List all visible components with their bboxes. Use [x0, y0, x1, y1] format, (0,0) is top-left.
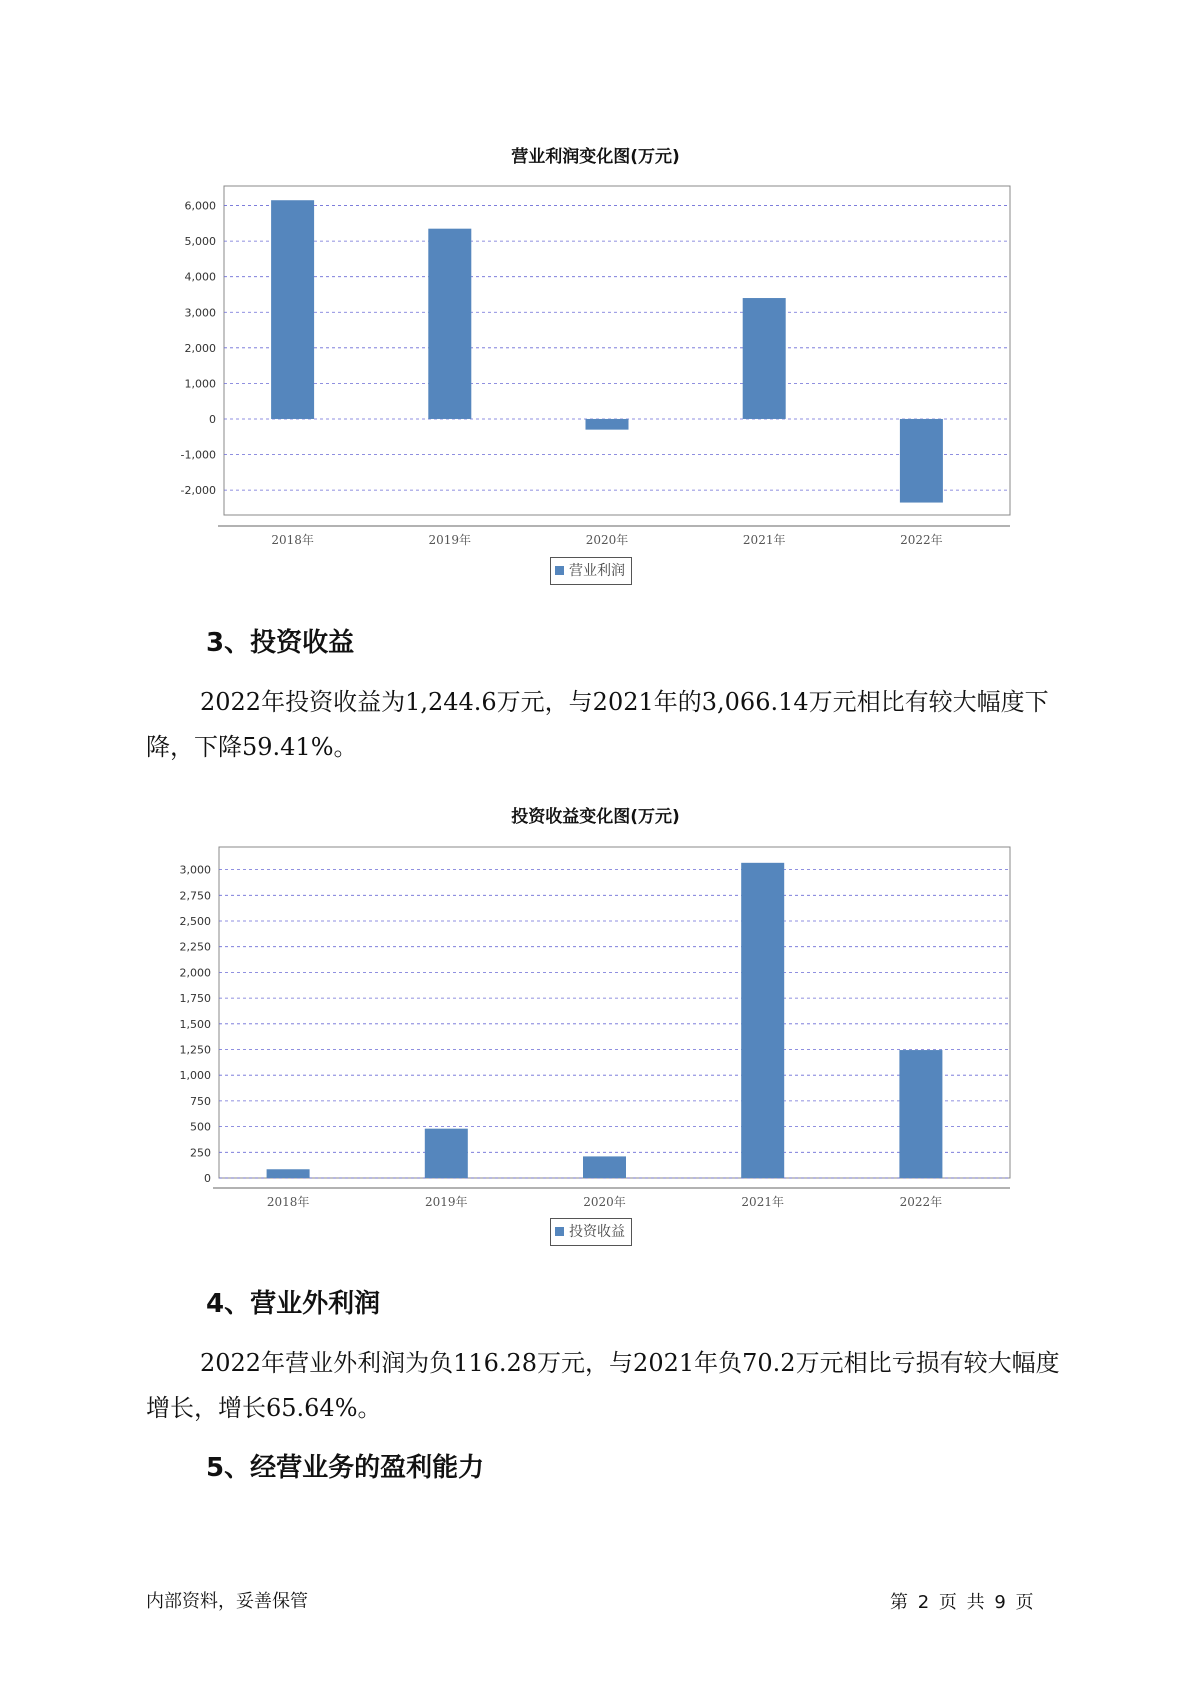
chart-legend-investment-income	[550, 1218, 632, 1246]
y-tick-label: 5,000	[184, 235, 216, 249]
y-tick-label: 4,000	[184, 270, 216, 284]
bar	[899, 1050, 942, 1178]
y-tick-label: 500	[190, 1120, 211, 1134]
bar	[425, 1129, 468, 1178]
y-tick-label: -2,000	[180, 484, 216, 498]
x-tick-label: 2022年	[899, 1195, 943, 1209]
y-tick-label: 3,000	[184, 306, 216, 320]
y-tick-label: 2,000	[184, 341, 216, 355]
y-tick-label: 2,500	[179, 915, 211, 929]
x-tick-label: 2021年	[741, 1195, 784, 1209]
x-tick-label: 2020年	[585, 533, 629, 547]
chart-title-investment-income: 投资收益变化图(万元)	[511, 807, 680, 827]
x-tick-label: 2019年	[425, 1195, 468, 1209]
y-tick-label: 250	[190, 1146, 211, 1160]
chart-title-operating-profit: 营业利润变化图(万元)	[511, 147, 680, 167]
legend-label: 投资收益	[569, 1224, 625, 1240]
y-tick-label: 1,000	[179, 1069, 211, 1083]
x-tick-label: 2018年	[266, 1195, 310, 1209]
bar	[267, 1169, 310, 1178]
footer-confidential-note: 内部资料，妥善保管	[146, 1591, 308, 1612]
bar	[583, 1156, 626, 1178]
legend-label: 营业利润	[569, 563, 625, 579]
y-tick-label: 3,000	[179, 863, 211, 877]
x-tick-label: 2018年	[271, 533, 314, 547]
y-tick-label: 6,000	[184, 199, 216, 213]
y-tick-label: 1,000	[184, 377, 216, 391]
y-tick-label: 2,000	[179, 966, 211, 980]
y-tick-label: 0	[209, 412, 216, 426]
x-tick-label: 2020年	[583, 1195, 626, 1209]
y-tick-label: 750	[190, 1094, 211, 1108]
y-tick-label: 2,250	[179, 940, 211, 954]
x-tick-label: 2019年	[428, 533, 472, 547]
y-tick-label: 2,750	[179, 889, 211, 903]
y-tick-label: 1,500	[179, 1017, 211, 1031]
y-tick-label: 1,250	[179, 1043, 211, 1057]
section-heading-non-operating-profit: 4、营业外利润	[206, 1289, 381, 1319]
paragraph-investment-income: 2022年投资收益为1,244.6万元，与2021年的3,066.14万元相比有较大幅度下降，下降59.41%。	[146, 688, 1049, 761]
plot-area	[219, 847, 1010, 1178]
section-heading-profitability: 5、经营业务的盈利能力	[206, 1453, 485, 1483]
y-tick-label: 0	[204, 1172, 211, 1185]
y-tick-label: 1,750	[179, 992, 211, 1006]
y-tick-label: -1,000	[180, 448, 216, 462]
paragraph-non-operating-profit: 2022年营业外利润为负116.28万元，与2021年负70.2万元相比亏损有较大幅度增长，增长65.64%。	[146, 1349, 1060, 1422]
bar	[741, 863, 784, 1178]
legend-swatch	[555, 1227, 564, 1236]
x-tick-label: 2022年	[900, 533, 943, 547]
x-tick-label: 2021年	[742, 533, 786, 547]
section-heading-investment-income: 3、投资收益	[206, 628, 355, 658]
footer-page-number: 第 2 页 共 9 页	[890, 1592, 1034, 1613]
